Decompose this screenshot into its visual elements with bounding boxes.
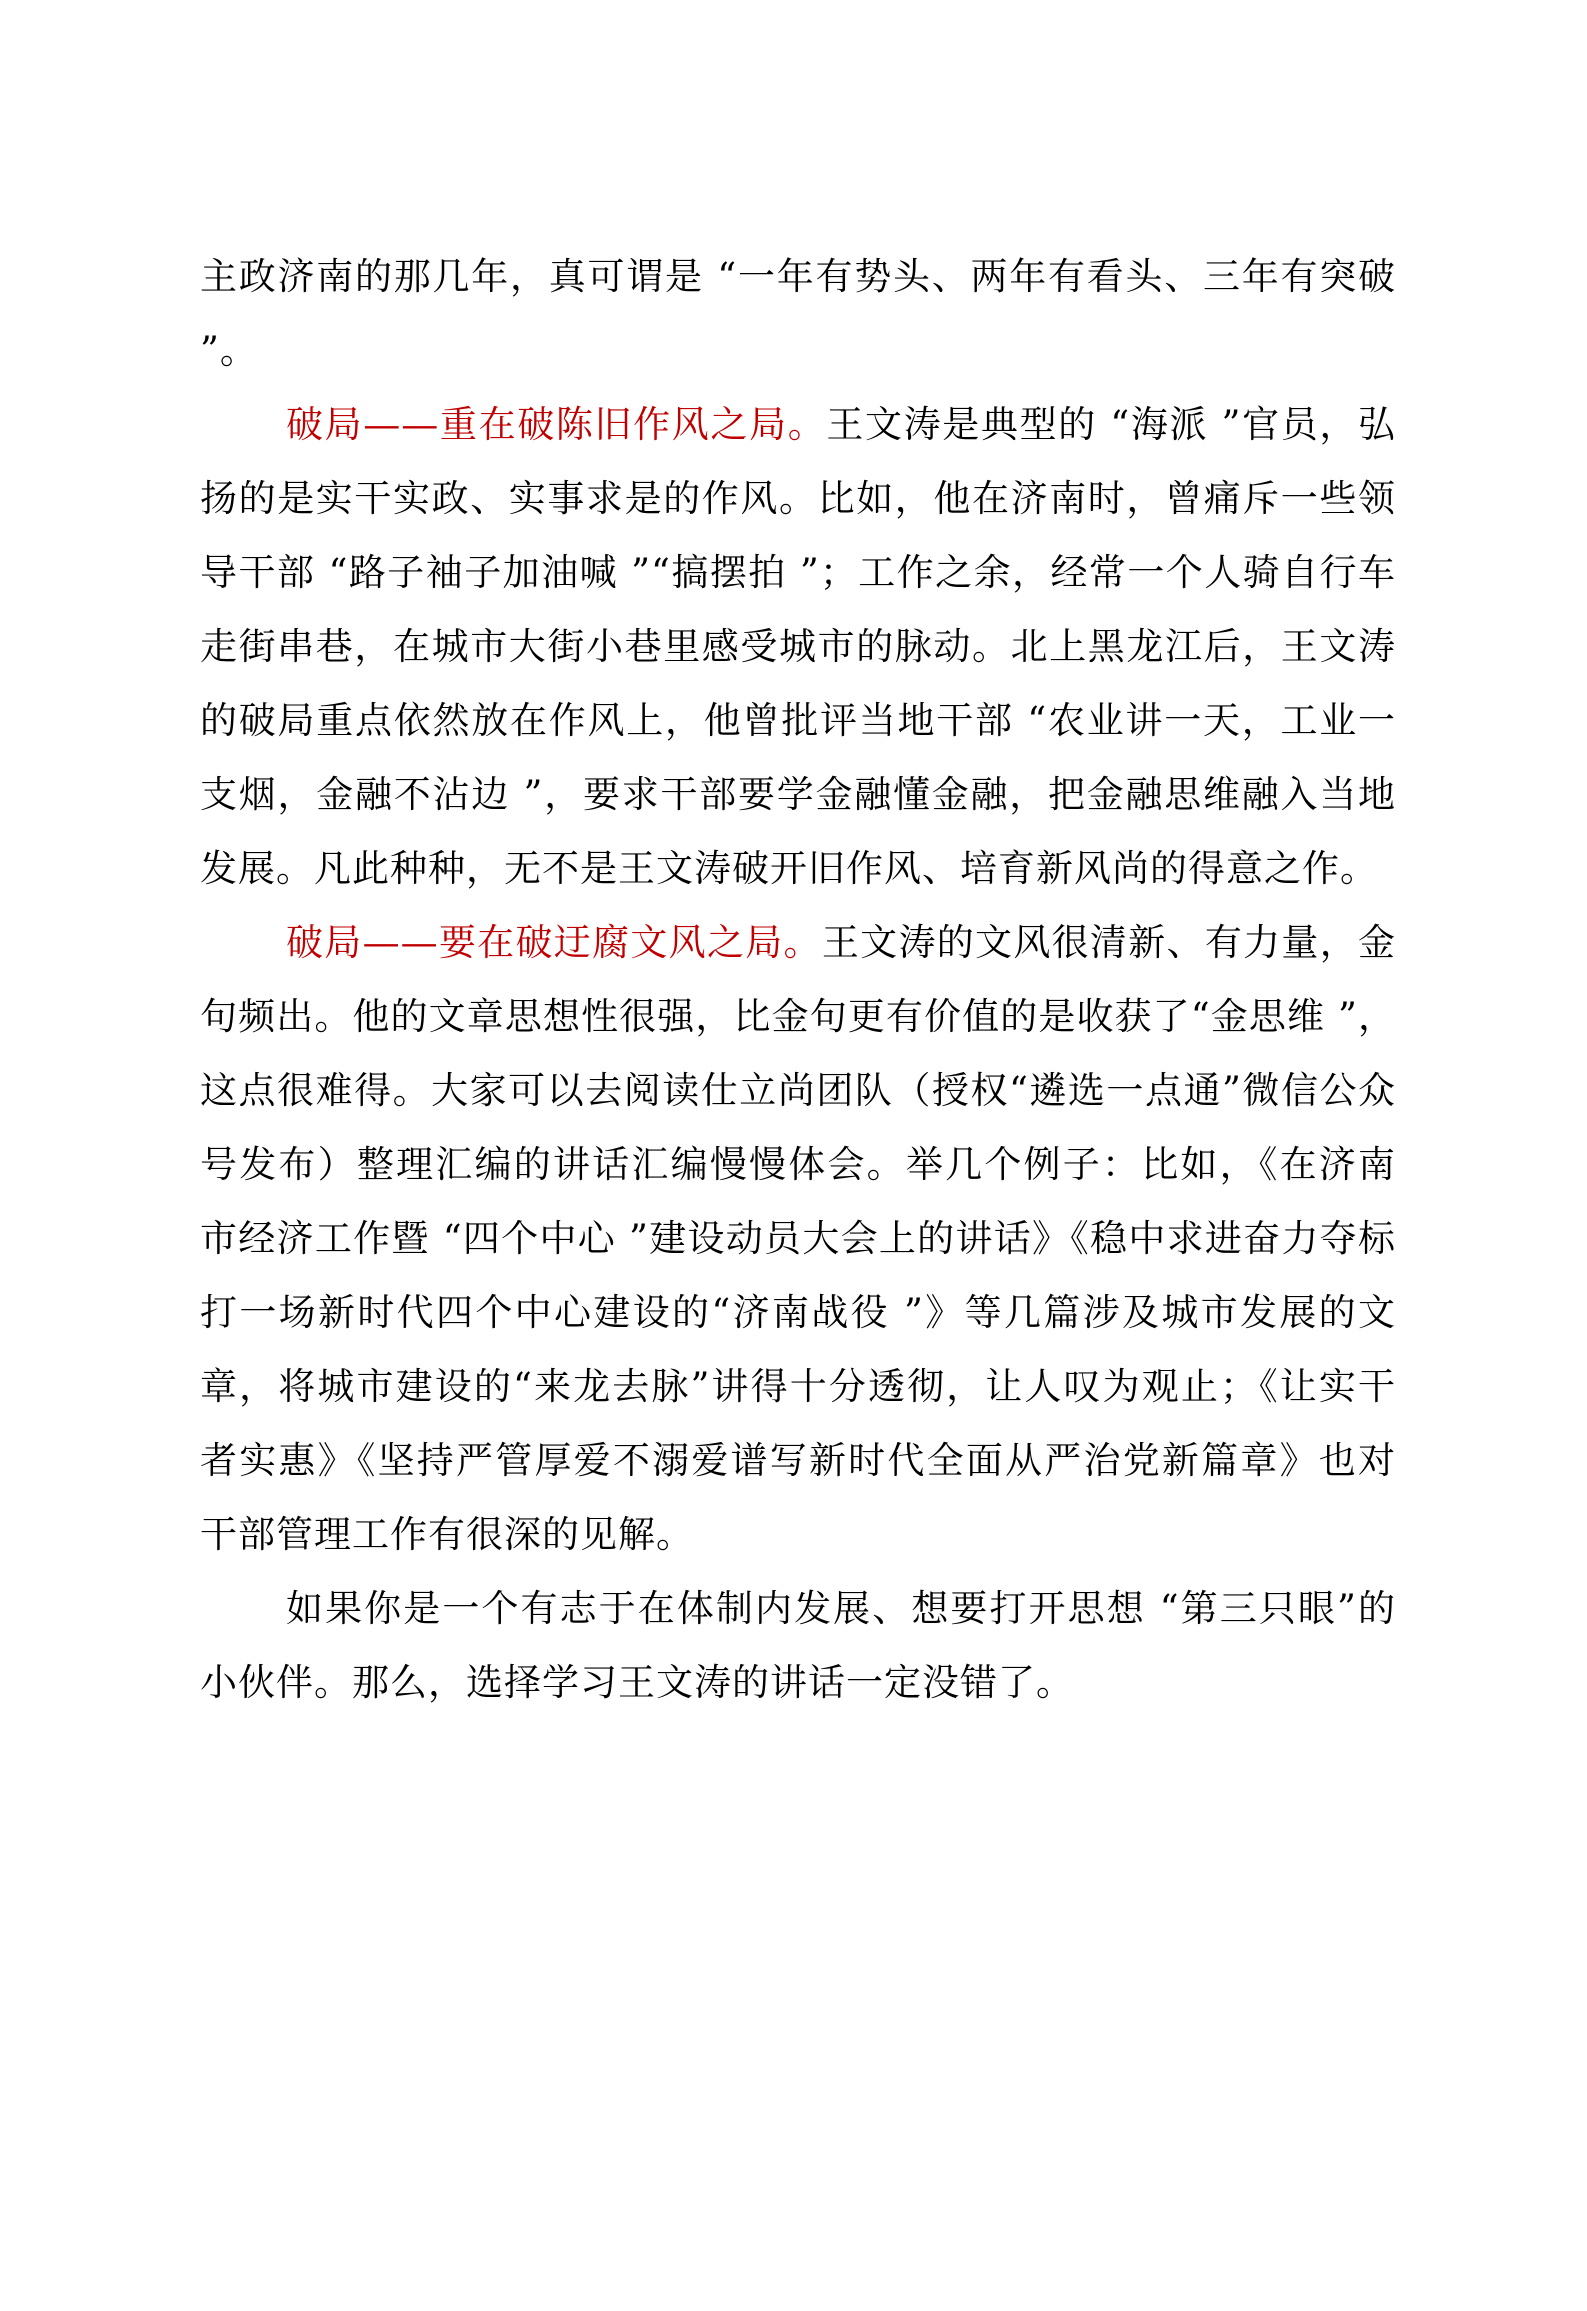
- paragraph-conclusion: [200, 1572, 1396, 1720]
- article-body: [200, 240, 1396, 1720]
- paragraph-text: 主政济南的那几年，真可谓是 “一年有势头、两年有看头、三年有突破 ”。: [200, 255, 1396, 372]
- paragraph-text: 王文涛的文风很清新、有力量，金句频出。他的文章思想性很强，比金句更有价值的是收获了“金思维 ”，这点很难得。大家可以去阅读仕立尚团队（授权“遴选一点通”微信公众号发布）整理汇编的讲话汇编慢慢体会。举几个例子：比如，《在济南市经济工作暨 “四个中心 ”建设动员大会上的讲话》《稳中求进奋力夺标打一场新时代四个中心建设的“济南战役 ”》等几篇涉及城市发展的文章，将城市建设的“来龙去脉”讲得十分透彻，让人叹为观止；《让实干者实惠》《坚持严管厚爱不溺爱谱写新时代全面从严治党新篇章》也对干部管理工作有很深的见解。: [200, 921, 1397, 1556]
- section-heading-red: 破局——重在破陈旧作风之局。: [286, 403, 827, 446]
- paragraph-text: 王文涛是典型的 “海派 ”官员，弘扬的是实干实政、实事求是的作风。比如，他在济南时，曾痛斥一些领导干部 “路子袖子加油喊 ”“搞摆拍 ”；工作之余，经常一个人骑自行车走街串巷，在城市大街小巷里感受城市的脉动。北上黑龙江后，王文涛的破局重点依然放在作风上，他曾批评当地干部 “农业讲一天，工业一支烟，金融不沾边 ”，要求干部要学金融懂金融，把金融思维融入当地发展。凡此种种，无不是王文涛破开旧作风、培育新风尚的得意之作。: [200, 403, 1396, 890]
- paragraph-writing-section: [200, 906, 1396, 1572]
- paragraph-continuation: [200, 240, 1396, 388]
- paragraph-text: 如果你是一个有志于在体制内发展、想要打开思想 “第三只眼”的小伙伴。那么，选择学习王文涛的讲话一定没错了。: [200, 1587, 1396, 1704]
- section-heading-red: 破局——要在破迂腐文风之局。: [286, 921, 822, 964]
- paragraph-style-section: [200, 388, 1396, 906]
